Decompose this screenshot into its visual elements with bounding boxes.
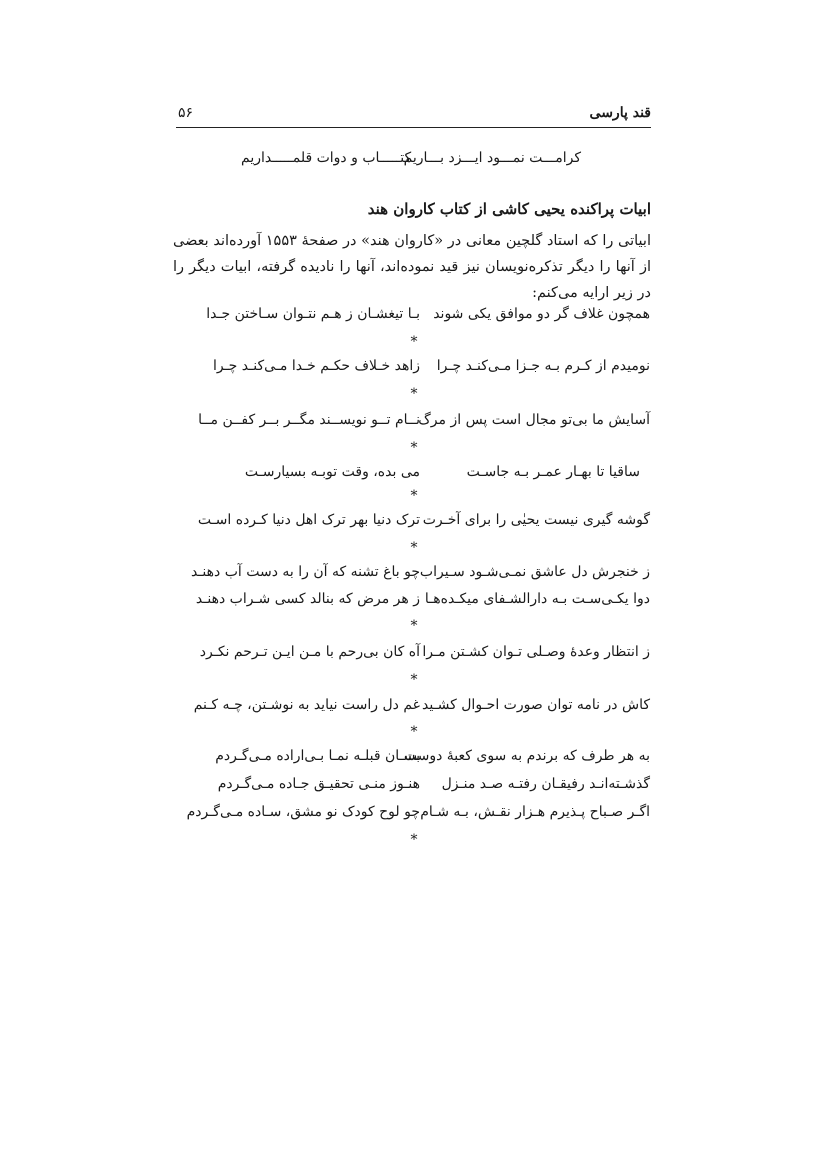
couplet <box>193 697 650 717</box>
hemistich-second: بسـان قبلـه نمـا بـی‌اراده مـی‌گـردم <box>215 748 420 764</box>
couplet <box>200 464 650 484</box>
hemistich-first: ساقیا تا بهـار عمـر بـه جاسـت <box>466 464 640 480</box>
section-title: ابیات پراکنده یحیی کاشی از کتاب کاروان هند <box>367 200 651 218</box>
hemistich-second: بـا تیغشـان ز هـم نتـوان سـاختن جـدا <box>206 306 420 322</box>
stanza-separator: * <box>410 540 418 556</box>
stanza-separator: * <box>410 440 418 456</box>
couplet <box>186 804 650 824</box>
couplet <box>197 512 650 532</box>
top-couplet <box>241 150 581 170</box>
hemistich-first: گذشـته‌انـد رفیقـان رفتـه صـد منـزل <box>441 776 650 792</box>
hemistich-first: دوا یکـی‌سـت بـه دارالشـفای میکـده‌هـا <box>424 591 650 607</box>
hemistich-first: همچون غلاف گر دو موافق یکی شوند <box>433 306 650 322</box>
stanza-separator: * <box>410 618 418 634</box>
hemistich-second: هنـوز منـی تحقیـق جـاده مـی‌گـردم <box>217 776 420 792</box>
hemistich-second: زاهد خـلاف حکـم خـدا مـی‌کنـد چـرا <box>212 358 420 374</box>
hemistich-first: نومیدم از کـرم بـه جـزا مـی‌کنـد چـرا <box>436 358 650 374</box>
hemistich-second: کتـــــاب و دوات قلمـــــداریم <box>241 150 412 166</box>
hemistich-first: کرامـــت نمـــود ایـــزد بـــاریم <box>403 150 581 166</box>
hemistich-second: می بده، وقت توبـه بسیارسـت <box>244 464 420 480</box>
hemistich-second: چو لوح کودک نو مشق، سـاده مـی‌گـردم <box>186 804 420 820</box>
hemistich-first: کاش در نامه توان صورت احـوال کشـید <box>421 697 650 713</box>
couplet <box>200 412 650 432</box>
hemistich-second: نــام تــو نویســند مگــر بــر کفــن مــا <box>198 412 420 428</box>
hemistich-second: ترک دنیا بهر ترک اهل دنیا کـرده اسـت <box>197 512 420 528</box>
hemistich-second: ز هر مرض که بنالد کسی شـراب دهنـد <box>195 591 420 607</box>
stanza-separator: * <box>410 386 418 402</box>
couplet <box>200 644 650 664</box>
hemistich-first: اگـر صـباح پـذیرم هـزار نقـش، بـه شـام <box>420 804 650 820</box>
stanza-separator: * <box>410 672 418 688</box>
stanza-separator: * <box>410 724 418 740</box>
hemistich-second: چو باغ تشنه که آن را به دست آب دهنـد <box>190 564 420 580</box>
couplet <box>200 306 650 326</box>
couplet <box>200 776 650 796</box>
stanza-separator: * <box>410 832 418 848</box>
hemistich-first: آسایش ما بی‌تو مجال است پس از مرگ <box>418 412 650 428</box>
couplet <box>200 358 650 378</box>
hemistich-first: ز انتظار وعدهٔ وصـلی تـوان کشـتن مـرا <box>422 644 650 660</box>
hemistich-first: گوشه گیری نیست یحیٰی را برای آخـرت <box>422 512 650 528</box>
stanza-separator: * <box>410 334 418 350</box>
couplet <box>200 748 650 768</box>
couplet <box>195 591 650 611</box>
page-header <box>176 103 651 128</box>
hemistich-second: آه کان بی‌رحم با مـن ایـن تـرحم نکـرد <box>199 644 420 660</box>
couplet <box>190 564 650 584</box>
intro-paragraph: ابیاتی را که استاد گلچین معانی در «کاروان هند» در صفحهٔ ۱۵۵۳ آورده‌اند بعضی از آنها را دیگر تذکره‌نویسان نیز قید نموده‌اند، آنها را نادیده گرفته، ابیات دیگر را در زیر ارایه می‌کنم: <box>173 233 652 301</box>
hemistich-first: ز خنجرش دل عاشق نمـی‌شـود سـیراب <box>419 564 650 580</box>
hemistich-first: به هر طرف که برندم به سوی کعبهٔ دوست <box>403 748 650 764</box>
book-title: قند پارسی <box>589 105 651 121</box>
hemistich-second: غم دل راست نیاید به نوشـتن، چـه کـنم <box>193 697 420 713</box>
stanza-separator: * <box>410 488 418 504</box>
page-number: ۵۶ <box>178 105 194 121</box>
